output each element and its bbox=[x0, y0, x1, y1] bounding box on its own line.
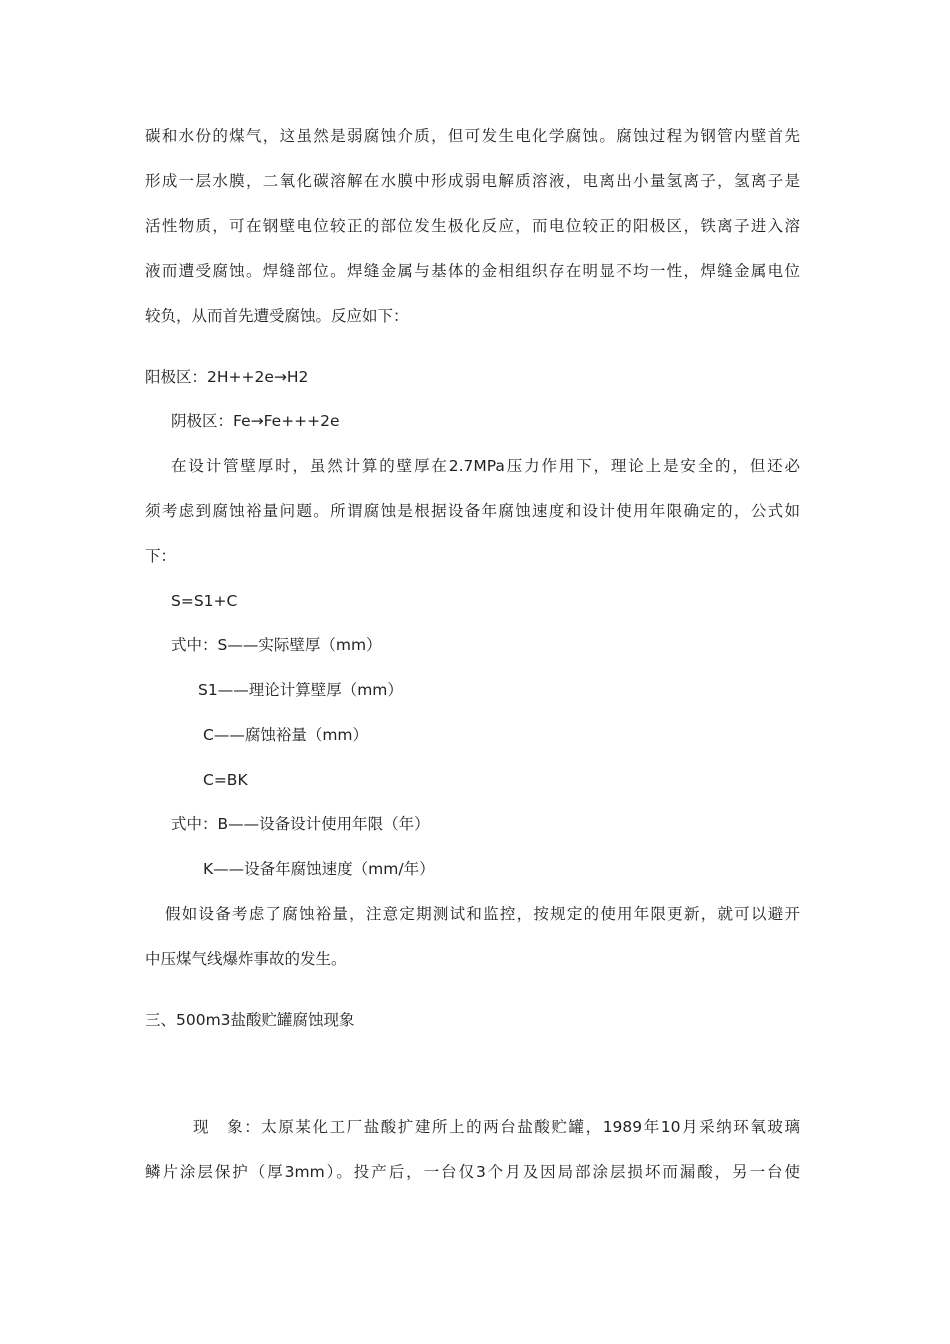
paragraph-line: 现 象：太原某化工厂盐酸扩建所上的两台盐酸贮罐，1989年10月采纳环氧玻璃 bbox=[193, 1118, 800, 1136]
paragraph-line: 须考虑到腐蚀裕量问题。所谓腐蚀是根据设备年腐蚀速度和设计使用年限确定的，公式如 bbox=[145, 502, 800, 520]
paragraph-line: 液而遭受腐蚀。焊缝部位。焊缝金属与基体的金相组织存在明显不均一性，焊缝金属电位 bbox=[145, 262, 800, 280]
paragraph-line: 活性物质，可在钢壁电位较正的部位发生极化反应，而电位较正的阳极区，铁离子进入溶 bbox=[145, 217, 800, 235]
formula: C=BK bbox=[203, 771, 248, 789]
paragraph-line: 中压煤气线爆炸事故的发生。 bbox=[145, 950, 347, 968]
paragraph-line: 下： bbox=[145, 547, 177, 565]
paragraph-line: 形成一层水膜，二氧化碳溶解在水膜中形成弱电解质溶液，电离出小量氢离子，氢离子是 bbox=[145, 172, 800, 190]
formula-definition: 式中：S——实际壁厚（mm） bbox=[171, 636, 382, 654]
paragraph-line: 鳞片涂层保护（厚3mm）。投产后，一台仅3个月及因局部涂层损坏而漏酸，另一台使 bbox=[145, 1163, 800, 1181]
paragraph-line: 在设计管壁厚时，虽然计算的壁厚在2.7MPa压力作用下，理论上是安全的，但还必 bbox=[171, 457, 800, 475]
paragraph-line: 假如设备考虑了腐蚀裕量，注意定期测试和监控，按规定的使用年限更新，就可以避开 bbox=[165, 905, 800, 923]
anode-reaction: 阳极区：2H++2e→H2 bbox=[145, 368, 309, 386]
paragraph-line: 碳和水份的煤气，这虽然是弱腐蚀介质，但可发生电化学腐蚀。腐蚀过程为钢管内壁首先 bbox=[145, 127, 800, 145]
formula-definition: K——设备年腐蚀速度（mm/年） bbox=[203, 860, 435, 878]
section-heading: 三、500m3盐酸贮罐腐蚀现象 bbox=[145, 1011, 355, 1029]
formula-definition: C——腐蚀裕量（mm） bbox=[203, 726, 369, 744]
formula-definition: S1——理论计算壁厚（mm） bbox=[198, 681, 403, 699]
paragraph-line: 较负，从而首先遭受腐蚀。反应如下： bbox=[145, 307, 409, 325]
cathode-reaction: 阴极区：Fe→Fe+++2e bbox=[171, 412, 340, 430]
formula: S=S1+C bbox=[171, 592, 238, 610]
formula-definition: 式中：B——设备设计使用年限（年） bbox=[171, 815, 430, 833]
